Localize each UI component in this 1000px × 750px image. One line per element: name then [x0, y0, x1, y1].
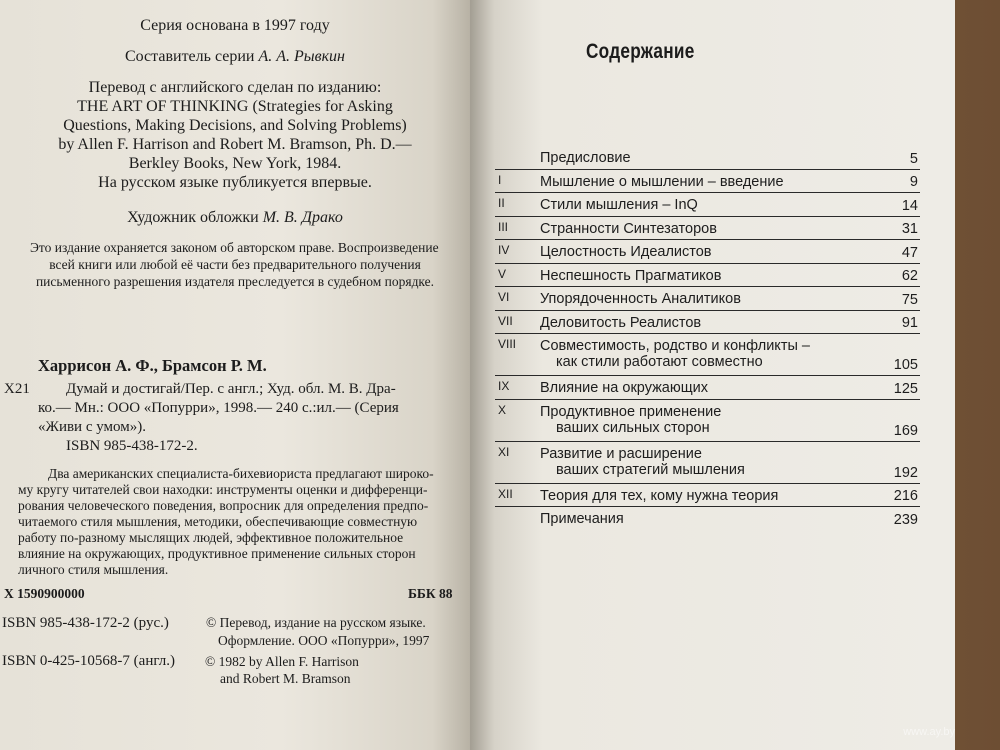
translation-line: Berkley Books, New York, 1984. — [128, 155, 342, 172]
toc-page-number: 105 — [893, 357, 918, 373]
toc-chapter-title — [540, 315, 701, 331]
toc-title-line: Продуктивное применение — [540, 403, 722, 420]
toc-row — [495, 263, 920, 287]
left-page — [0, 0, 470, 750]
notice-line: Это издание охраняется законом об авторском праве. Воспроизведение — [30, 240, 439, 255]
toc-page-number: 9 — [909, 174, 918, 190]
copyright-english: © 1982 by Allen F. Harrison — [205, 654, 359, 669]
toc-chapter-number: VIII — [498, 337, 517, 351]
series-compiler: Составитель серии А. А. Рывкин — [124, 48, 345, 65]
toc-page-number: 91 — [901, 315, 918, 331]
toc-title-line: Мышление о мышлении – введение — [540, 173, 784, 190]
toc-row — [495, 441, 920, 483]
catalog-line: «Живи с умом»). — [38, 419, 146, 435]
toc-row — [495, 146, 920, 169]
toc-page-number: 5 — [909, 150, 918, 167]
toc-chapter-number: II — [498, 196, 505, 210]
copyright-russian: © Перевод, издание на русском языке. — [206, 615, 426, 630]
toc-chapter-title — [540, 221, 717, 237]
annotation-line: личного стиля мышления. — [18, 562, 169, 577]
annotation-line: работу по-разному мыслящих людей, эффективное положительное — [18, 530, 404, 545]
toc-chapter-title — [540, 338, 810, 370]
annotation-line: Два американских специалиста-бихевиориста предлагают широко- — [48, 466, 434, 481]
watermark: www.ay.by — [903, 726, 955, 738]
isbn-english: ISBN 0-425-10568-7 (англ.) — [2, 653, 175, 669]
translation-line: На русском языке публикуется впервые. — [98, 174, 372, 191]
toc-chapter-title — [540, 380, 708, 396]
toc-page-number: 47 — [901, 244, 918, 261]
toc-title-line: Неспешность Прагматиков — [540, 267, 722, 284]
toc-chapter-title — [540, 488, 778, 504]
toc-title-line: Теория для тех, кому нужна теория — [540, 487, 779, 504]
copyright-russian-design: Оформление. ООО «Попурри», 1997 — [218, 633, 430, 648]
toc-chapter-title — [540, 291, 741, 307]
toc-chapter-title — [540, 404, 721, 436]
index-code: Х 1590900000 — [4, 586, 85, 601]
toc-row — [495, 169, 920, 193]
contents-title: Содержание — [586, 40, 695, 63]
toc-chapter-number: VII — [498, 313, 513, 328]
toc-chapter-title — [540, 244, 712, 260]
annotation-line: читаемого стиля мышления, методики, обеспечивающие совместную — [18, 514, 418, 529]
annotation-line: рования человеческого поведения, вопросник для определения предпо- — [18, 498, 429, 513]
translation-line: by Allen F. Harrison and Robert M. Bramson, Ph. D.— — [58, 136, 412, 153]
toc-chapter-number: XII — [498, 486, 513, 501]
translation-line: THE ART OF THINKING (Strategies for Asking — [77, 98, 393, 115]
toc-title-line: как стили работают совместно — [556, 354, 763, 370]
toc-page-number: 62 — [901, 268, 918, 284]
toc-chapter-title — [540, 174, 784, 190]
right-page — [470, 0, 955, 750]
toc-chapter-number: V — [498, 266, 507, 281]
toc-title-line: Совместимость, родство и конфликты – — [540, 338, 810, 354]
toc-chapter-number: X — [498, 402, 507, 417]
toc-page-number: 125 — [893, 380, 918, 397]
toc-row — [495, 399, 920, 441]
isbn-russian: ISBN 985-438-172-2 (рус.) — [2, 615, 169, 631]
toc-row — [495, 192, 920, 216]
bbk-code: ББК 88 — [408, 586, 453, 601]
translation-line: Questions, Making Decisions, and Solving Problems) — [63, 117, 407, 134]
toc-page-number: 239 — [893, 511, 918, 528]
toc-chapter-number: I — [498, 172, 502, 187]
toc-page-number: 14 — [901, 197, 918, 214]
toc-row — [495, 286, 920, 310]
annotation-line: му кругу читателей свои находки: инструменты оценки и дифференци- — [18, 482, 428, 497]
catalog-line: Думай и достигай/Пер. с англ.; Худ. обл. М. В. Дра- — [66, 381, 396, 397]
toc-title-line: ваших стратегий мышления — [556, 461, 745, 478]
toc-page-number: 75 — [901, 291, 918, 308]
toc-chapter-number: XI — [498, 444, 510, 459]
translation-line: Перевод с английского сделан по изданию: — [88, 79, 382, 96]
toc-title-line: Влияние на окружающих — [540, 380, 709, 396]
toc-chapter-title — [540, 150, 631, 166]
toc-page-number: 216 — [893, 488, 918, 504]
catalog-line: ISBN 985-438-172-2. — [66, 438, 198, 454]
toc-page-number: 31 — [901, 221, 918, 237]
annotation-line: влияние на окружающих, продуктивное применение сильных сторон — [18, 546, 416, 561]
cover-artist: Художник обложки М. В. Драко — [127, 209, 343, 226]
toc-title-line: Развитие и расширение — [540, 445, 702, 462]
toc-page-number: 169 — [893, 422, 918, 439]
toc-row — [495, 483, 920, 507]
series-founded: Серия основана в 1997 году — [140, 17, 330, 34]
toc-chapter-number: IX — [498, 379, 510, 393]
catalog-line: ко.— Мн.: ООО «Попурри», 1998.— 240 с.:ил.— (Серия — [38, 400, 399, 416]
toc-title-line: Предисловие — [540, 150, 631, 166]
authors: Харрисон А. Ф., Брамсон Р. М. — [38, 356, 267, 375]
toc-chapter-number: III — [498, 219, 509, 234]
toc-title-line: Целостность Идеалистов — [540, 244, 712, 260]
toc-chapter-title — [540, 511, 624, 527]
toc-row — [495, 506, 920, 530]
toc-row — [495, 239, 920, 263]
toc-chapter-number: VI — [498, 290, 510, 304]
toc-row — [495, 310, 920, 334]
table-of-contents — [495, 146, 920, 530]
toc-chapter-title — [540, 446, 745, 478]
toc-title-line: ваших сильных сторон — [556, 419, 710, 436]
toc-chapter-number: IV — [498, 243, 510, 257]
copyright-english-authors: and Robert M. Bramson — [220, 671, 351, 686]
toc-title-line: Странности Синтезаторов — [540, 220, 717, 237]
catalog-code: Х21 — [4, 381, 30, 397]
notice-line: всей книги или любой её части без предварительного получения — [49, 257, 421, 272]
toc-title-line: Стили мышления – InQ — [540, 197, 698, 213]
toc-chapter-title — [540, 268, 721, 284]
toc-row — [495, 216, 920, 240]
toc-page-number: 192 — [893, 464, 918, 481]
toc-row — [495, 375, 920, 399]
toc-chapter-title — [540, 197, 698, 213]
toc-row — [495, 333, 920, 375]
toc-title-line: Упорядоченность Аналитиков — [540, 291, 741, 307]
toc-title-line: Деловитость Реалистов — [540, 314, 702, 331]
toc-title-line: Примечания — [540, 511, 624, 527]
notice-line: письменного разрешения издателя преследуется в судебном порядке. — [35, 274, 435, 289]
